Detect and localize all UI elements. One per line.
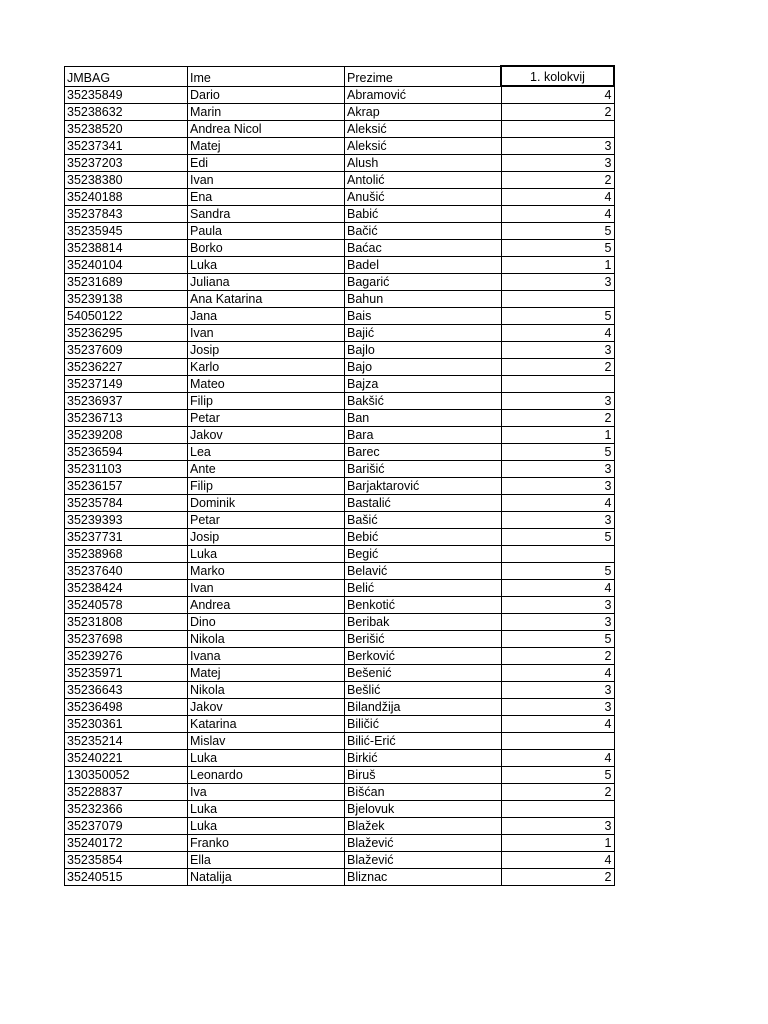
table-row — [65, 104, 615, 121]
table-row — [65, 376, 615, 393]
table-row — [65, 240, 615, 257]
cell-kolokvij: 4 — [501, 750, 614, 767]
table-row — [65, 869, 615, 886]
cell-ime: Leonardo — [188, 767, 345, 784]
cell-kolokvij: 2 — [501, 172, 614, 189]
cell-jmbag: 35231103 — [65, 461, 188, 478]
cell-ime: Ante — [188, 461, 345, 478]
cell-jmbag: 35235214 — [65, 733, 188, 750]
table-row — [65, 155, 615, 172]
cell-ime: Filip — [188, 393, 345, 410]
cell-kolokvij: 4 — [501, 189, 614, 206]
cell-jmbag: 35240578 — [65, 597, 188, 614]
cell-jmbag: 35231689 — [65, 274, 188, 291]
cell-kolokvij — [501, 546, 614, 563]
cell-ime: Luka — [188, 257, 345, 274]
table-row — [65, 410, 615, 427]
cell-kolokvij: 3 — [501, 614, 614, 631]
cell-ime: Andrea Nicol — [188, 121, 345, 138]
cell-jmbag: 35236937 — [65, 393, 188, 410]
cell-jmbag: 35238632 — [65, 104, 188, 121]
cell-kolokvij: 1 — [501, 427, 614, 444]
cell-kolokvij: 4 — [501, 206, 614, 223]
cell-ime: Dario — [188, 86, 345, 104]
cell-ime: Lea — [188, 444, 345, 461]
cell-prezime: Barjaktarović — [345, 478, 502, 495]
cell-ime: Nikola — [188, 682, 345, 699]
cell-kolokvij — [501, 733, 614, 750]
cell-jmbag: 35237640 — [65, 563, 188, 580]
cell-prezime: Bais — [345, 308, 502, 325]
cell-ime: Franko — [188, 835, 345, 852]
table-row — [65, 495, 615, 512]
cell-kolokvij: 5 — [501, 631, 614, 648]
table-row — [65, 818, 615, 835]
cell-prezime: Benkotić — [345, 597, 502, 614]
cell-prezime: Belić — [345, 580, 502, 597]
cell-jmbag: 35236594 — [65, 444, 188, 461]
cell-jmbag: 35240515 — [65, 869, 188, 886]
cell-jmbag: 35236643 — [65, 682, 188, 699]
table-row — [65, 699, 615, 716]
table-row — [65, 767, 615, 784]
cell-kolokvij — [501, 376, 614, 393]
cell-prezime: Bajza — [345, 376, 502, 393]
cell-kolokvij: 3 — [501, 682, 614, 699]
table-row — [65, 461, 615, 478]
cell-prezime: Bajo — [345, 359, 502, 376]
cell-jmbag: 54050122 — [65, 308, 188, 325]
cell-jmbag: 35239138 — [65, 291, 188, 308]
cell-ime: Mislav — [188, 733, 345, 750]
cell-prezime: Bakšić — [345, 393, 502, 410]
cell-prezime: Barec — [345, 444, 502, 461]
cell-prezime: Ban — [345, 410, 502, 427]
table-row — [65, 835, 615, 852]
cell-kolokvij: 3 — [501, 342, 614, 359]
cell-kolokvij: 2 — [501, 648, 614, 665]
cell-kolokvij: 1 — [501, 257, 614, 274]
cell-prezime: Bešlić — [345, 682, 502, 699]
cell-prezime: Blažević — [345, 852, 502, 869]
table-row — [65, 274, 615, 291]
cell-jmbag: 35238520 — [65, 121, 188, 138]
cell-ime: Mateo — [188, 376, 345, 393]
cell-ime: Paula — [188, 223, 345, 240]
cell-prezime: Blažević — [345, 835, 502, 852]
cell-ime: Ena — [188, 189, 345, 206]
cell-jmbag: 35236295 — [65, 325, 188, 342]
cell-ime: Ana Katarina — [188, 291, 345, 308]
cell-prezime: Bliznac — [345, 869, 502, 886]
cell-jmbag: 35239276 — [65, 648, 188, 665]
cell-prezime: Bahun — [345, 291, 502, 308]
cell-ime: Jakov — [188, 699, 345, 716]
cell-ime: Marin — [188, 104, 345, 121]
cell-prezime: Bastalić — [345, 495, 502, 512]
table-row — [65, 189, 615, 206]
cell-ime: Luka — [188, 818, 345, 835]
table-row — [65, 801, 615, 818]
cell-kolokvij: 3 — [501, 597, 614, 614]
cell-jmbag: 35228837 — [65, 784, 188, 801]
table-row — [65, 444, 615, 461]
cell-prezime: Abramović — [345, 86, 502, 104]
cell-prezime: Antolić — [345, 172, 502, 189]
table-row — [65, 750, 615, 767]
cell-ime: Josip — [188, 342, 345, 359]
table-row — [65, 580, 615, 597]
cell-jmbag: 35238968 — [65, 546, 188, 563]
cell-prezime: Bajlo — [345, 342, 502, 359]
cell-ime: Jakov — [188, 427, 345, 444]
cell-prezime: Beribak — [345, 614, 502, 631]
cell-ime: Ivan — [188, 172, 345, 189]
cell-ime: Ella — [188, 852, 345, 869]
cell-jmbag: 35236713 — [65, 410, 188, 427]
header-prezime: Prezime — [345, 66, 502, 86]
cell-prezime: Barišić — [345, 461, 502, 478]
cell-jmbag: 35235945 — [65, 223, 188, 240]
cell-kolokvij: 2 — [501, 410, 614, 427]
cell-jmbag: 35240104 — [65, 257, 188, 274]
cell-prezime: Biličić — [345, 716, 502, 733]
cell-ime: Dino — [188, 614, 345, 631]
cell-jmbag: 35235849 — [65, 86, 188, 104]
cell-kolokvij: 2 — [501, 359, 614, 376]
cell-kolokvij: 4 — [501, 86, 614, 104]
table-row — [65, 614, 615, 631]
cell-kolokvij: 4 — [501, 325, 614, 342]
cell-jmbag: 35239393 — [65, 512, 188, 529]
table-row — [65, 546, 615, 563]
cell-prezime: Bačić — [345, 223, 502, 240]
cell-prezime: Bara — [345, 427, 502, 444]
cell-prezime: Badel — [345, 257, 502, 274]
table-row — [65, 597, 615, 614]
cell-jmbag: 130350052 — [65, 767, 188, 784]
table-row — [65, 852, 615, 869]
cell-jmbag: 35231808 — [65, 614, 188, 631]
cell-prezime: Biruš — [345, 767, 502, 784]
cell-prezime: Blažek — [345, 818, 502, 835]
cell-prezime: Bjelovuk — [345, 801, 502, 818]
table-body — [65, 86, 615, 886]
header-kolokvij: 1. kolokvij — [501, 66, 614, 86]
cell-ime: Ivan — [188, 580, 345, 597]
cell-ime: Josip — [188, 529, 345, 546]
cell-jmbag: 35237149 — [65, 376, 188, 393]
cell-jmbag: 35235784 — [65, 495, 188, 512]
cell-prezime: Aleksić — [345, 138, 502, 155]
cell-prezime: Bišćan — [345, 784, 502, 801]
cell-prezime: Aleksić — [345, 121, 502, 138]
cell-prezime: Akrap — [345, 104, 502, 121]
cell-jmbag: 35240188 — [65, 189, 188, 206]
cell-prezime: Berišić — [345, 631, 502, 648]
cell-prezime: Berković — [345, 648, 502, 665]
cell-jmbag: 35236227 — [65, 359, 188, 376]
cell-prezime: Bilandžija — [345, 699, 502, 716]
cell-jmbag: 35230361 — [65, 716, 188, 733]
table-row — [65, 563, 615, 580]
cell-kolokvij: 5 — [501, 529, 614, 546]
cell-jmbag: 35236498 — [65, 699, 188, 716]
cell-prezime: Bašić — [345, 512, 502, 529]
table-row — [65, 342, 615, 359]
cell-ime: Ivana — [188, 648, 345, 665]
table-row — [65, 784, 615, 801]
cell-kolokvij: 3 — [501, 478, 614, 495]
cell-ime: Luka — [188, 750, 345, 767]
cell-ime: Katarina — [188, 716, 345, 733]
cell-ime: Iva — [188, 784, 345, 801]
cell-jmbag: 35237698 — [65, 631, 188, 648]
cell-jmbag: 35237843 — [65, 206, 188, 223]
cell-ime: Petar — [188, 410, 345, 427]
cell-jmbag: 35237203 — [65, 155, 188, 172]
table-row — [65, 682, 615, 699]
table-row — [65, 393, 615, 410]
cell-ime: Marko — [188, 563, 345, 580]
table-row — [65, 121, 615, 138]
cell-kolokvij: 1 — [501, 835, 614, 852]
cell-ime: Natalija — [188, 869, 345, 886]
cell-jmbag: 35237731 — [65, 529, 188, 546]
cell-prezime: Baćac — [345, 240, 502, 257]
table-row — [65, 716, 615, 733]
cell-prezime: Anušić — [345, 189, 502, 206]
table-row — [65, 308, 615, 325]
table-row — [65, 512, 615, 529]
table-row — [65, 172, 615, 189]
cell-kolokvij: 2 — [501, 869, 614, 886]
cell-ime: Nikola — [188, 631, 345, 648]
cell-ime: Filip — [188, 478, 345, 495]
cell-kolokvij: 5 — [501, 308, 614, 325]
table-row — [65, 86, 615, 104]
cell-prezime: Babić — [345, 206, 502, 223]
table-row — [65, 291, 615, 308]
cell-kolokvij: 3 — [501, 138, 614, 155]
table-row — [65, 257, 615, 274]
cell-kolokvij: 3 — [501, 699, 614, 716]
cell-jmbag: 35232366 — [65, 801, 188, 818]
cell-jmbag: 35237609 — [65, 342, 188, 359]
cell-kolokvij: 4 — [501, 495, 614, 512]
cell-kolokvij: 5 — [501, 767, 614, 784]
cell-jmbag: 35239208 — [65, 427, 188, 444]
table-row — [65, 733, 615, 750]
cell-kolokvij: 4 — [501, 852, 614, 869]
table-row — [65, 478, 615, 495]
cell-jmbag: 35240221 — [65, 750, 188, 767]
cell-kolokvij: 2 — [501, 784, 614, 801]
cell-ime: Ivan — [188, 325, 345, 342]
cell-kolokvij: 5 — [501, 240, 614, 257]
cell-kolokvij: 4 — [501, 665, 614, 682]
table-row — [65, 223, 615, 240]
cell-ime: Luka — [188, 546, 345, 563]
cell-jmbag: 35237341 — [65, 138, 188, 155]
cell-jmbag: 35238814 — [65, 240, 188, 257]
cell-jmbag: 35238424 — [65, 580, 188, 597]
header-jmbag: JMBAG — [65, 66, 188, 86]
cell-ime: Borko — [188, 240, 345, 257]
cell-kolokvij: 3 — [501, 461, 614, 478]
table-row — [65, 138, 615, 155]
table-row — [65, 206, 615, 223]
header-ime: Ime — [188, 66, 345, 86]
cell-ime: Luka — [188, 801, 345, 818]
cell-ime: Petar — [188, 512, 345, 529]
cell-ime: Matej — [188, 665, 345, 682]
cell-kolokvij: 5 — [501, 563, 614, 580]
cell-ime: Dominik — [188, 495, 345, 512]
cell-ime: Karlo — [188, 359, 345, 376]
cell-kolokvij: 5 — [501, 223, 614, 240]
cell-jmbag: 35238380 — [65, 172, 188, 189]
cell-ime: Jana — [188, 308, 345, 325]
cell-ime: Sandra — [188, 206, 345, 223]
cell-jmbag: 35240172 — [65, 835, 188, 852]
cell-kolokvij: 3 — [501, 512, 614, 529]
cell-prezime: Bilić-Erić — [345, 733, 502, 750]
table-row — [65, 325, 615, 342]
header-row — [65, 66, 615, 86]
cell-kolokvij — [501, 291, 614, 308]
cell-ime: Matej — [188, 138, 345, 155]
cell-prezime: Belavić — [345, 563, 502, 580]
cell-jmbag: 35237079 — [65, 818, 188, 835]
cell-jmbag: 35236157 — [65, 478, 188, 495]
cell-ime: Edi — [188, 155, 345, 172]
cell-kolokvij: 2 — [501, 104, 614, 121]
table-row — [65, 359, 615, 376]
table-row — [65, 665, 615, 682]
cell-kolokvij: 5 — [501, 444, 614, 461]
table-row — [65, 648, 615, 665]
cell-kolokvij: 3 — [501, 274, 614, 291]
table-row — [65, 529, 615, 546]
cell-ime: Juliana — [188, 274, 345, 291]
cell-jmbag: 35235854 — [65, 852, 188, 869]
cell-kolokvij: 3 — [501, 818, 614, 835]
cell-prezime: Bešenić — [345, 665, 502, 682]
cell-prezime: Bebić — [345, 529, 502, 546]
cell-prezime: Begić — [345, 546, 502, 563]
cell-kolokvij: 4 — [501, 580, 614, 597]
cell-prezime: Birkić — [345, 750, 502, 767]
cell-kolokvij: 4 — [501, 716, 614, 733]
table-row — [65, 631, 615, 648]
cell-kolokvij: 3 — [501, 393, 614, 410]
table-row — [65, 427, 615, 444]
cell-ime: Andrea — [188, 597, 345, 614]
cell-jmbag: 35235971 — [65, 665, 188, 682]
cell-kolokvij — [501, 801, 614, 818]
grades-table — [64, 65, 615, 886]
cell-kolokvij: 3 — [501, 155, 614, 172]
cell-prezime: Bagarić — [345, 274, 502, 291]
cell-prezime: Bajić — [345, 325, 502, 342]
cell-prezime: Alush — [345, 155, 502, 172]
cell-kolokvij — [501, 121, 614, 138]
